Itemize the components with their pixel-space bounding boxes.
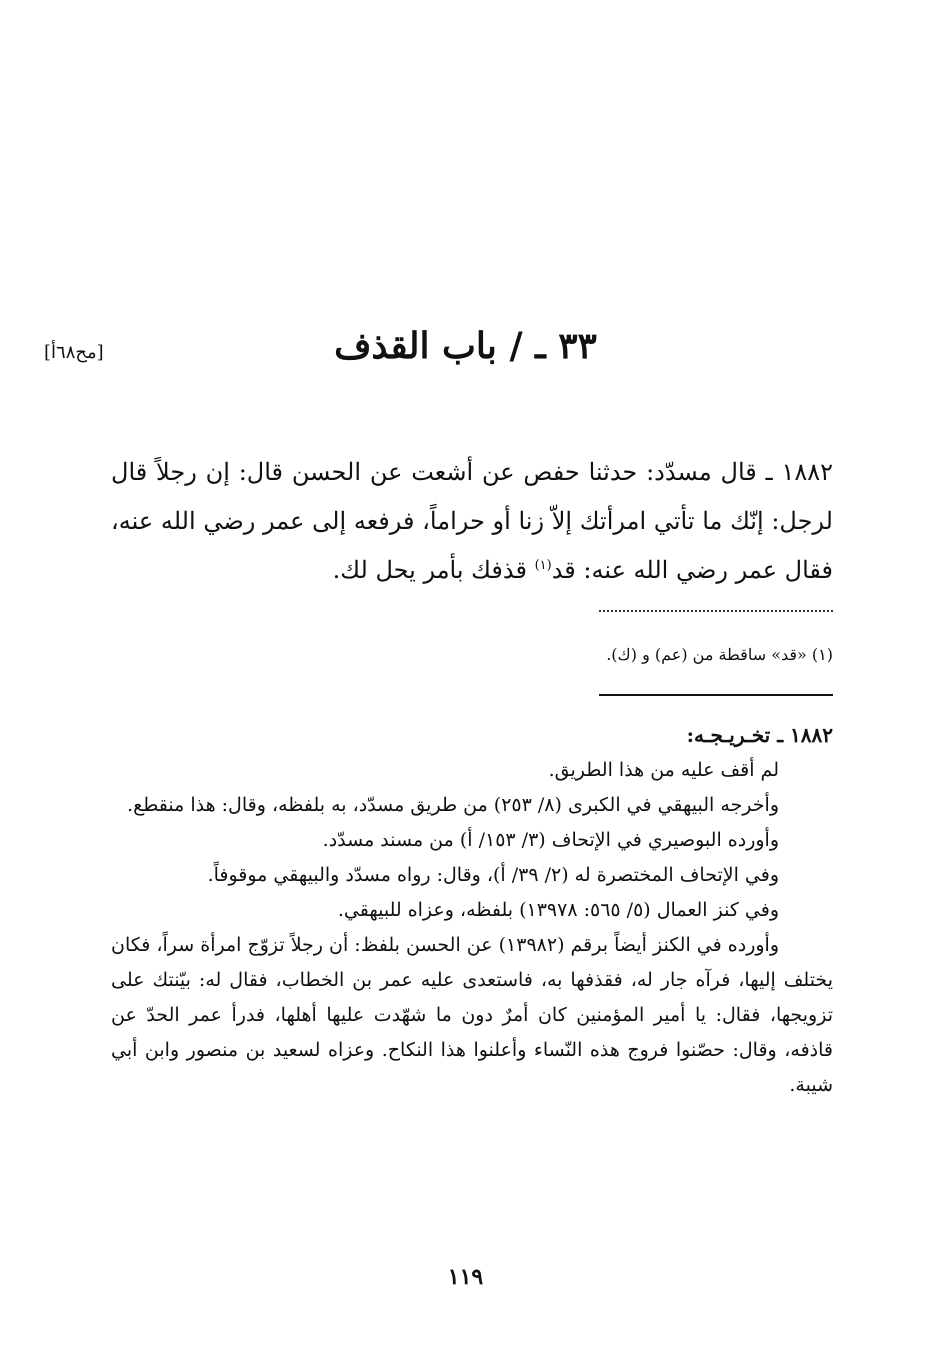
footnote-divider [599, 610, 833, 612]
chapter-title: ٣٣ ـ / باب القذف [334, 325, 597, 367]
hadith-text-tail: قذفك بأمر يحل لك. [332, 556, 535, 584]
hadith-text-lead: ١٨٨٢ ـ قال مسدّد: حدثنا حفص عن أشعت عن الحسن قال: إن رجلاً قال لرجل: إنّك ما تأتي امرأتك إلاّ زنا أو حراماً، فرفعه إلى عمر رضي الله عنه، فقال عمر رضي الله عنه: قد [111, 458, 834, 584]
page-number: ١١٩ [447, 1264, 484, 1290]
takhrij-paragraph: وفي كنز العمال (٥/ ٥٦٥: ١٣٩٧٨) بلفظه، وعزاه للبيهقي. [337, 899, 779, 921]
takhrij-heading: ١٨٨٢ ـ تخـريـجـه: [686, 723, 833, 747]
takhrij-paragraph: لم أقف عليه من هذا الطريق. [548, 759, 779, 781]
takhrij-paragraph: وفي الإتحاف المختصرة له (٢/ ٣٩/ أ)، وقال: رواه مسدّد والبيهقي موقوفاً. [207, 864, 779, 886]
footnote-marker: (١) [534, 558, 552, 573]
hadith-text [111, 448, 833, 595]
takhrij-paragraph: وأورده البوصيري في الإتحاف (٣/ ١٥٣/ أ) من مسند مسدّد. [322, 829, 779, 851]
takhrij-paragraph: وأخرجه البيهقي في الكبرى (٨/ ٢٥٣) من طريق مسدّد، به بلفظه، وقال: هذا منقطع. [127, 794, 779, 816]
takhrij-paragraph: وأورده في الكنز أيضاً برقم (١٣٩٨٢) عن الحسن بلفظ: أن رجلاً تزوّج امرأة سراً، فكان يختلف إليها، فرآه جار له، فقذفها به، فاستعدى عليه عمر بن الخطاب، فقال له: بيّنتك على تزويجها، فقال: يا أمير المؤمنين كان أمرٌ دون ما شهّدت عليها أهلها، فدرأ عمر الحدّ عن قاذفه، وقال: حصّنوا فروج هذه النّساء وأعلنوا هذا النكاح. وعزاه لسعيد بن منصور وابن أبي شيبة. [111, 934, 833, 1096]
footnote: (١) «قد» ساقطة من (عم) و (ك). [606, 645, 833, 664]
manuscript-folio-reference: [مح٦٨أ] [44, 342, 104, 363]
section-divider [599, 694, 833, 696]
takhrij-section [111, 718, 833, 1103]
